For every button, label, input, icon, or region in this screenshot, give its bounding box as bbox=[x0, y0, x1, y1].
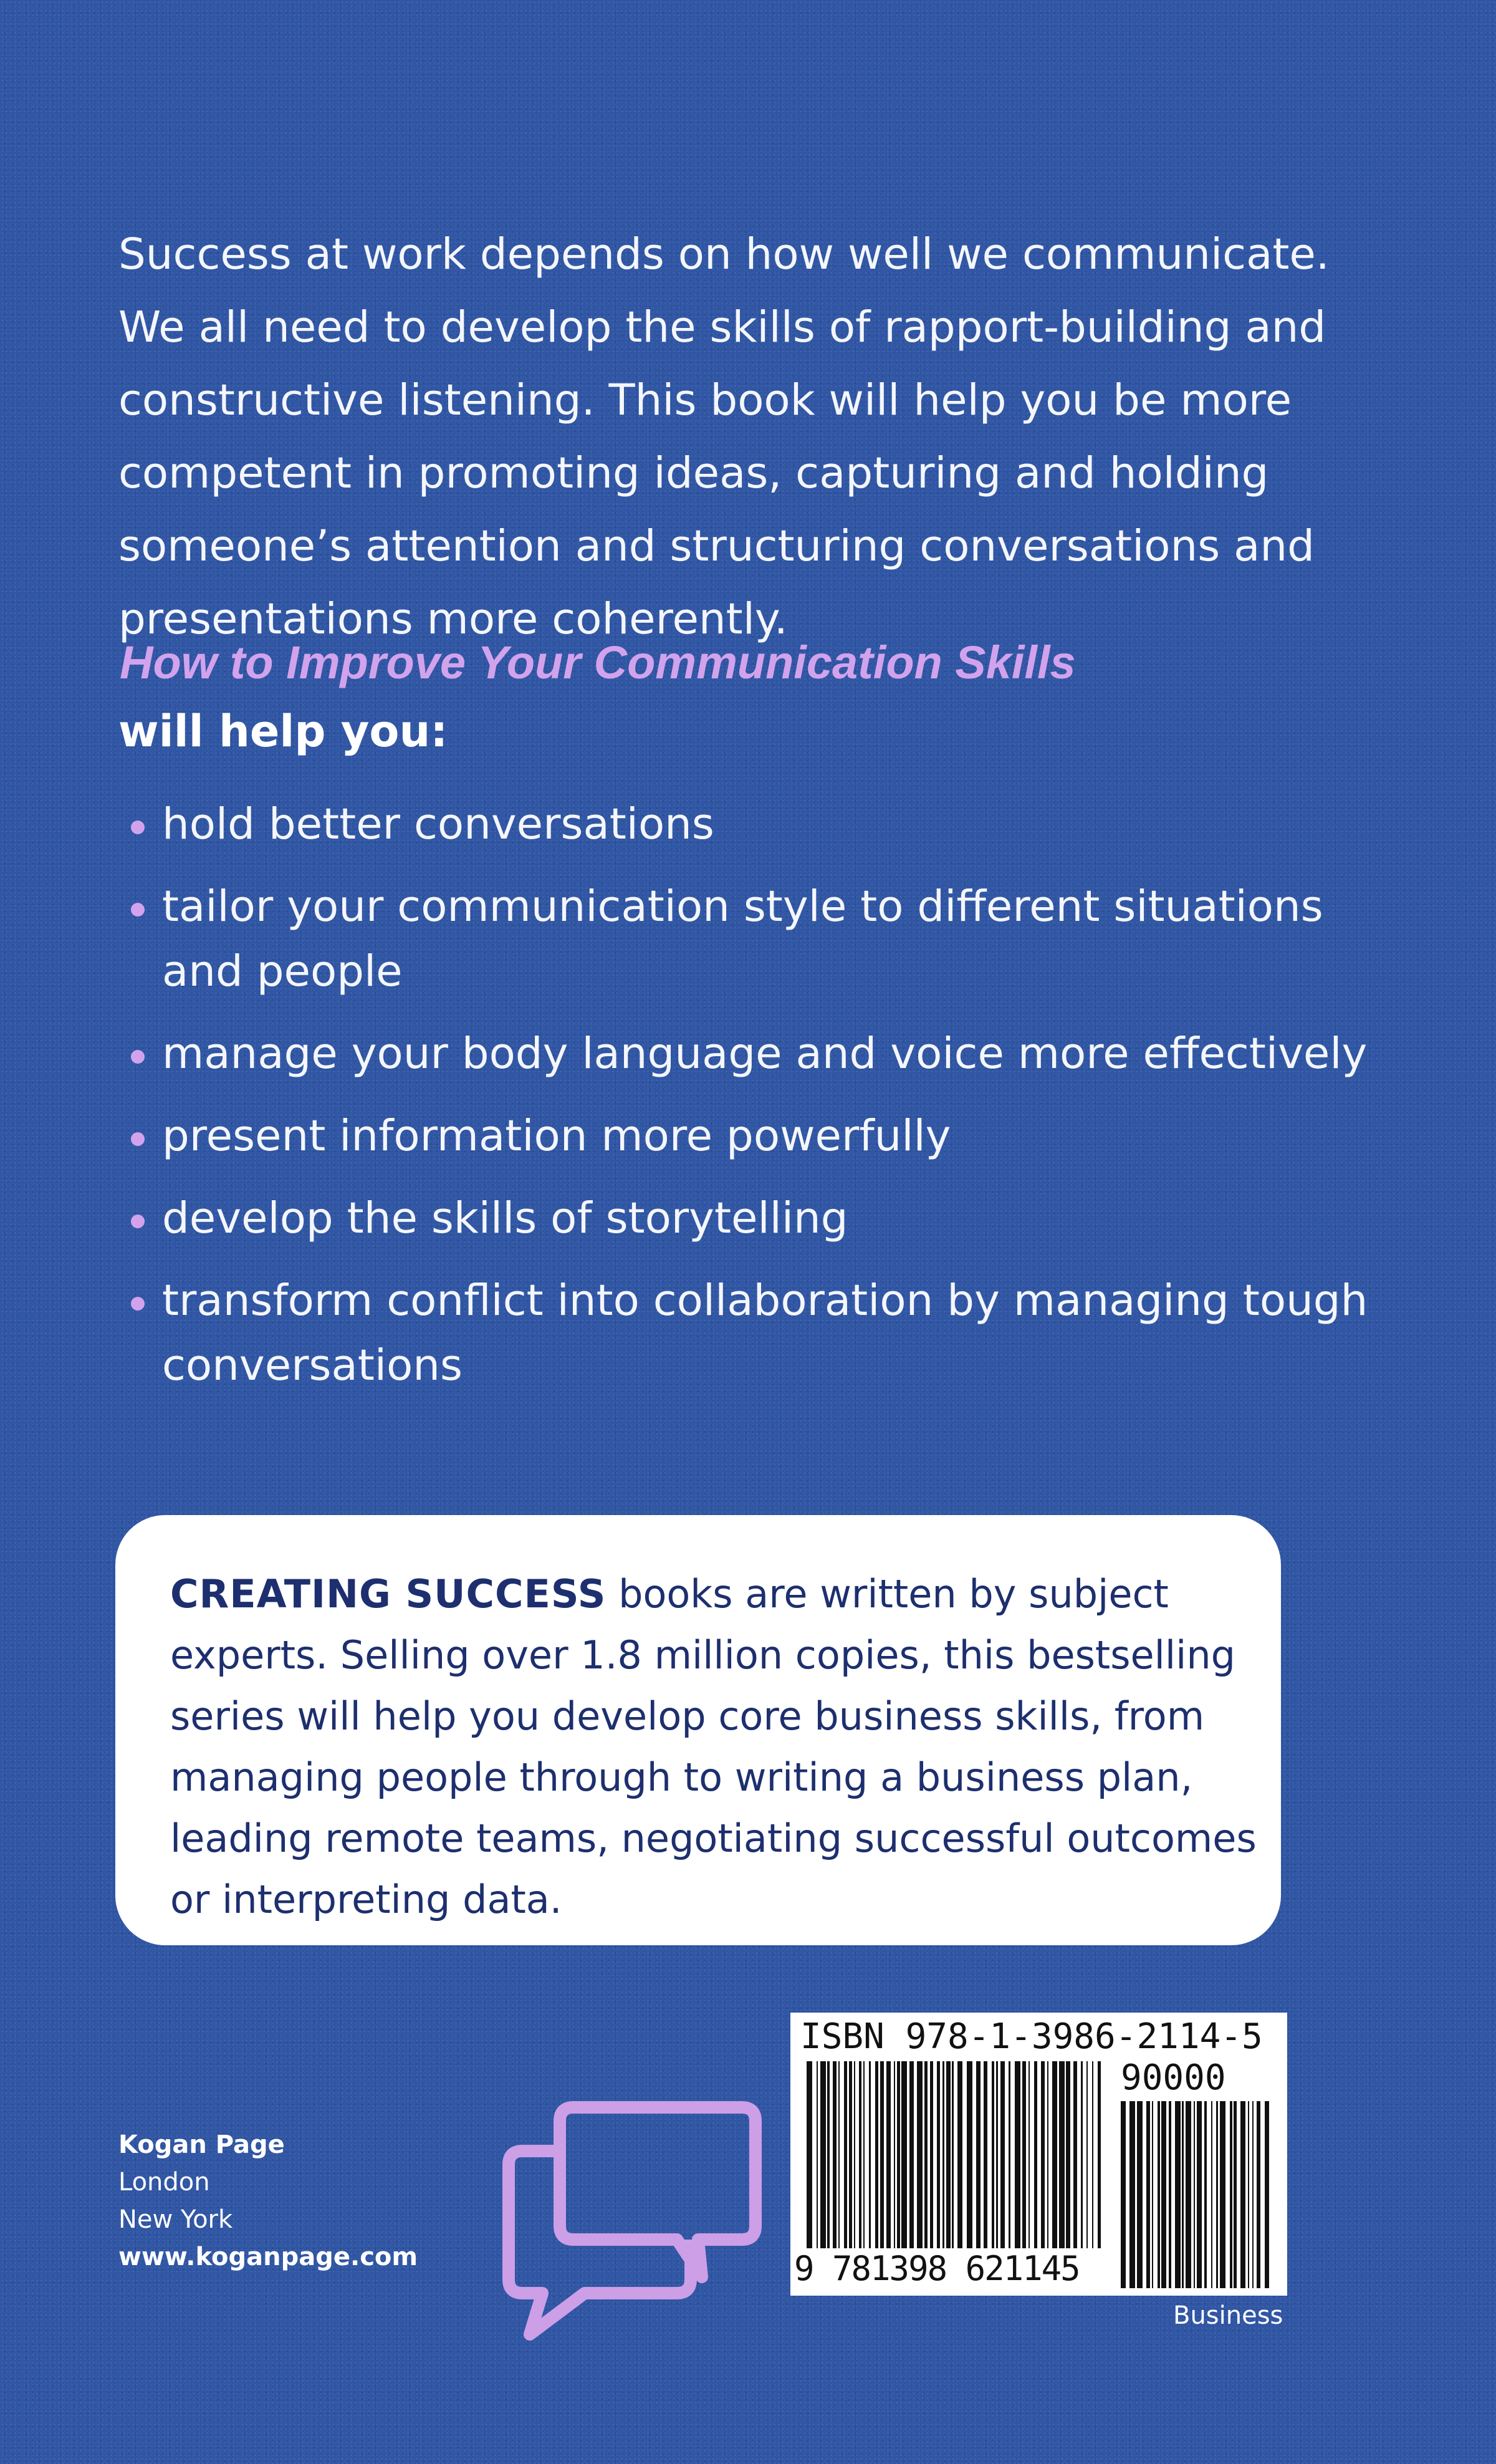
promo-description: books are written by subject experts. Selling over 1.8 million copies, this bestselling series will help you develop core business skills, from managing people through to writing a business plan, leading remote teams, negotiating successful outcomes or interpreting data. bbox=[170, 1571, 1257, 1922]
barcode-digits: 9 781398 621145 bbox=[794, 2249, 1080, 2288]
barcode-bar bbox=[1230, 2101, 1232, 2288]
category-label: Business bbox=[1173, 2301, 1283, 2330]
barcode-bars bbox=[807, 2061, 1106, 2248]
barcode-bar bbox=[1034, 2061, 1037, 2248]
barcode-bar bbox=[1240, 2101, 1245, 2288]
barcode-bar bbox=[863, 2061, 865, 2248]
bullet-icon bbox=[131, 1297, 145, 1311]
barcode-bar bbox=[1182, 2101, 1184, 2288]
isbn-label: ISBN 978-1-3986-2114-5 bbox=[800, 2016, 1263, 2057]
barcode-bar bbox=[875, 2061, 878, 2248]
book-title: How to Improve Your Communication Skills bbox=[120, 637, 1076, 688]
barcode-bar bbox=[838, 2061, 840, 2248]
barcode-bar bbox=[1052, 2061, 1057, 2248]
barcode-bar bbox=[1161, 2101, 1166, 2288]
barcode-bar bbox=[897, 2061, 900, 2248]
barcode-bar bbox=[1204, 2101, 1207, 2288]
barcode-addon: 90000 bbox=[1121, 2057, 1226, 2098]
list-item: transform conflict into collaboration by managing tough conversations bbox=[118, 1268, 1396, 1398]
barcode-bar bbox=[1000, 2061, 1005, 2248]
barcode-bar bbox=[1220, 2101, 1225, 2288]
barcode-bar bbox=[1047, 2061, 1048, 2248]
barcode-bar bbox=[976, 2061, 981, 2248]
barcode-bar bbox=[1197, 2101, 1202, 2288]
barcode-bar bbox=[952, 2061, 954, 2248]
barcode-bar bbox=[1175, 2101, 1181, 2288]
bullet-icon bbox=[131, 903, 145, 917]
barcode-bar bbox=[869, 2061, 871, 2248]
benefit-list bbox=[118, 792, 1396, 1415]
barcode-bar bbox=[996, 2061, 998, 2248]
barcode-bar bbox=[909, 2061, 914, 2248]
barcode-bar bbox=[1098, 2061, 1101, 2248]
list-item: manage your body language and voice more effectively bbox=[118, 1021, 1396, 1086]
barcode-bar bbox=[807, 2061, 812, 2248]
barcode-bar bbox=[937, 2061, 940, 2248]
list-item: present information more powerfully bbox=[118, 1104, 1396, 1168]
barcode bbox=[790, 2013, 1287, 2296]
barcode-addon-bars bbox=[1121, 2101, 1273, 2288]
barcode-bar bbox=[1028, 2061, 1030, 2248]
barcode-bar bbox=[1152, 2101, 1153, 2288]
bullet-icon bbox=[131, 1215, 145, 1228]
bullet-icon bbox=[131, 821, 145, 834]
list-item: hold better conversations bbox=[118, 792, 1396, 857]
speech-bubbles-icon bbox=[492, 2095, 767, 2344]
barcode-bar bbox=[886, 2061, 891, 2248]
barcode-bar bbox=[827, 2061, 830, 2248]
barcode-bar bbox=[1059, 2061, 1065, 2248]
barcode-bar bbox=[957, 2061, 962, 2248]
barcode-bar bbox=[1092, 2061, 1093, 2248]
barcode-bar bbox=[1022, 2061, 1026, 2248]
barcode-bar bbox=[901, 2061, 907, 2248]
publisher-website[interactable]: www.koganpage.com bbox=[118, 2243, 418, 2271]
barcode-bar bbox=[817, 2061, 818, 2248]
barcode-bar bbox=[1066, 2061, 1070, 2248]
promo-text bbox=[170, 1564, 1281, 1930]
barcode-bar bbox=[1129, 2101, 1135, 2288]
bullet-icon bbox=[131, 1132, 145, 1146]
barcode-bar bbox=[984, 2061, 987, 2248]
barcode-bar bbox=[894, 2061, 895, 2248]
barcode-bar bbox=[992, 2061, 994, 2248]
series-promo-box bbox=[115, 1515, 1281, 1945]
barcode-bar bbox=[946, 2061, 951, 2248]
barcode-bar bbox=[1146, 2101, 1150, 2288]
help-line: will help you: bbox=[118, 706, 448, 757]
barcode-bar bbox=[1009, 2061, 1010, 2248]
barcode-bar bbox=[1073, 2061, 1077, 2248]
barcode-bar bbox=[924, 2061, 928, 2248]
publisher-name: Kogan Page bbox=[118, 2130, 285, 2159]
barcode-bar bbox=[859, 2061, 861, 2248]
publisher-city: New York bbox=[118, 2205, 233, 2234]
barcode-bar bbox=[1211, 2101, 1212, 2288]
barcode-bar bbox=[1158, 2101, 1160, 2288]
barcode-bar bbox=[1265, 2101, 1269, 2288]
barcode-bar bbox=[1041, 2061, 1045, 2248]
barcode-bar bbox=[1086, 2061, 1088, 2248]
barcode-bar bbox=[917, 2061, 923, 2248]
barcode-bar bbox=[1257, 2101, 1260, 2288]
barcode-bar bbox=[833, 2061, 837, 2248]
barcode-bar bbox=[1121, 2101, 1126, 2288]
barcode-bar bbox=[820, 2061, 826, 2248]
barcode-bar bbox=[1015, 2061, 1020, 2248]
barcode-bar bbox=[1169, 2101, 1171, 2288]
barcode-bar bbox=[844, 2061, 847, 2248]
barcode-bar bbox=[1248, 2101, 1249, 2288]
barcode-bar bbox=[1252, 2101, 1254, 2288]
barcode-bar bbox=[854, 2061, 855, 2248]
barcode-bar bbox=[880, 2061, 884, 2248]
list-item: tailor your communication style to different situations and people bbox=[118, 874, 1396, 1004]
series-name: CREATING SUCCESS bbox=[170, 1571, 607, 1617]
barcode-bar bbox=[930, 2061, 933, 2248]
barcode-bar bbox=[1186, 2101, 1191, 2288]
barcode-bar bbox=[1081, 2061, 1083, 2248]
barcode-bar bbox=[967, 2061, 972, 2248]
list-item: develop the skills of storytelling bbox=[118, 1186, 1396, 1251]
barcode-bar bbox=[1137, 2101, 1143, 2288]
barcode-bar bbox=[1216, 2101, 1218, 2288]
publisher-city: London bbox=[118, 2168, 210, 2197]
bullet-icon bbox=[131, 1050, 145, 1064]
barcode-bar bbox=[1234, 2101, 1237, 2288]
intro-paragraph: Success at work depends on how well we communicate. We all need to develop the skills of rapport-building and constructive listening. This book will help you be more competent in promoting ideas, capturing and holding someone’s attention and structuring conversations and presentations more coherently. bbox=[118, 229, 1330, 644]
barcode-bar bbox=[849, 2061, 852, 2248]
barcode-bar bbox=[942, 2061, 944, 2248]
barcode-bar bbox=[1194, 2101, 1195, 2288]
publisher-info bbox=[118, 2126, 418, 2276]
